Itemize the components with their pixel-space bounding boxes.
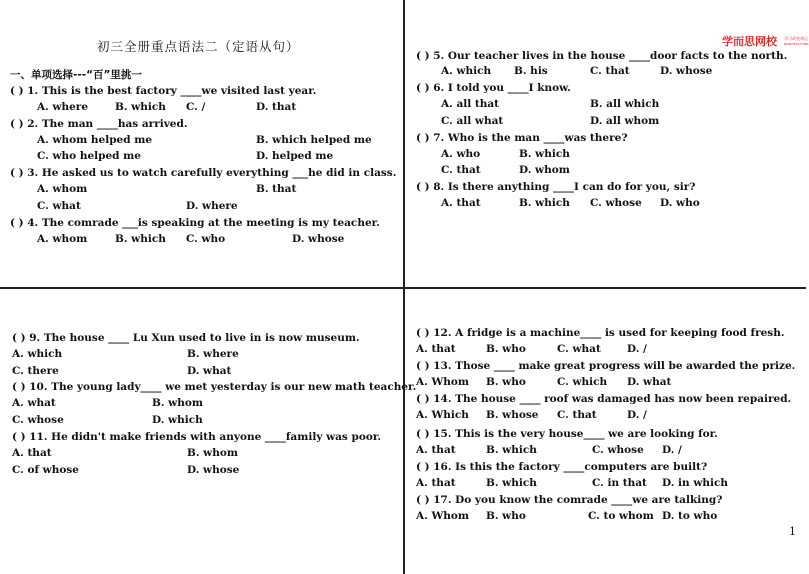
option-d: D. where bbox=[186, 200, 238, 212]
option-d: D. that bbox=[256, 101, 297, 113]
option-b: B. which bbox=[519, 148, 570, 160]
option-d: D. whose bbox=[292, 233, 345, 245]
option-b: B. who bbox=[486, 343, 526, 355]
option-b: B. where bbox=[187, 348, 239, 360]
page-title: 初三全册重点语法二（定语从句） bbox=[97, 39, 300, 54]
option-d: D. to who bbox=[662, 510, 718, 522]
option-b: B. who bbox=[486, 376, 526, 388]
question-panel1-1: ( ) 1. This is the best factory ____we visited last year. bbox=[10, 85, 317, 97]
option-d: D. / bbox=[627, 409, 647, 421]
option-b: B. all which bbox=[590, 98, 660, 110]
question-panel4-5: ( ) 16. Is this the factory ____computers are built? bbox=[416, 461, 708, 473]
option-c: C. to whom bbox=[588, 510, 654, 522]
question-panel2-3: ( ) 7. Who is the man ____was there? bbox=[416, 132, 628, 144]
logo-sub-text-2: xueersi.com bbox=[784, 41, 809, 46]
option-a: A. which bbox=[12, 348, 63, 360]
question-panel1-2: ( ) 2. The man ____has arrived. bbox=[10, 118, 188, 130]
section-heading: 一、单项选择---“百”里挑一 bbox=[10, 69, 142, 81]
question-panel3-1: ( ) 9. The house ____ Lu Xun used to live in is now museum. bbox=[12, 332, 360, 344]
logo-text: 学而思网校 bbox=[722, 35, 777, 48]
question-panel4-6: ( ) 17. Do you know the comrade ____we are talking? bbox=[416, 494, 723, 506]
option-b: B. that bbox=[256, 183, 297, 195]
option-c: C. that bbox=[441, 164, 481, 176]
option-c: C. of whose bbox=[12, 464, 79, 476]
option-a: A. that bbox=[441, 197, 481, 209]
option-b: B. his bbox=[514, 65, 548, 77]
option-a: A. whom bbox=[37, 183, 88, 195]
option-a: A. that bbox=[416, 343, 456, 355]
option-b: B. whom bbox=[187, 447, 238, 459]
option-b: B. which bbox=[115, 233, 166, 245]
question-panel4-1: ( ) 12. A fridge is a machine____ is used for keeping food fresh. bbox=[416, 327, 785, 339]
option-c: C. who bbox=[186, 233, 226, 245]
option-d: D. whose bbox=[660, 65, 713, 77]
option-d: D. in which bbox=[662, 477, 729, 489]
option-c: C. which bbox=[557, 376, 608, 388]
option-b: B. whose bbox=[486, 409, 539, 421]
horizontal-divider bbox=[0, 287, 806, 289]
option-d: D. what bbox=[187, 365, 232, 377]
option-d: D. which bbox=[152, 414, 203, 426]
option-d: D. whose bbox=[187, 464, 240, 476]
option-d: D. all whom bbox=[590, 115, 660, 127]
option-a: A. whom helped me bbox=[37, 134, 153, 146]
question-panel3-2: ( ) 10. The young lady____ we met yesterday is our new math teacher. bbox=[12, 381, 417, 393]
option-c: C. what bbox=[37, 200, 81, 212]
option-b: B. which bbox=[486, 444, 537, 456]
option-b: B. which bbox=[486, 477, 537, 489]
option-c: C. all what bbox=[441, 115, 504, 127]
option-a: A. Which bbox=[416, 409, 469, 421]
question-panel2-2: ( ) 6. I told you ____I know. bbox=[416, 82, 571, 94]
option-d: D. who bbox=[660, 197, 700, 209]
question-panel2-4: ( ) 8. Is there anything ____I can do for you, sir? bbox=[416, 181, 696, 193]
logo-sub bbox=[784, 36, 809, 46]
option-a: A. Whom bbox=[416, 376, 469, 388]
question-panel4-2: ( ) 13. Those ____ make great progress will be awarded the prize. bbox=[416, 360, 796, 372]
question-panel4-4: ( ) 15. This is the very house____ we are looking for. bbox=[416, 428, 718, 440]
option-a: A. what bbox=[12, 397, 56, 409]
option-a: A. which bbox=[441, 65, 492, 77]
option-c: C. who helped me bbox=[37, 150, 141, 162]
option-c: C. in that bbox=[592, 477, 647, 489]
option-c: C. whose bbox=[592, 444, 644, 456]
question-panel2-1: ( ) 5. Our teacher lives in the house ____door facts to the north. bbox=[416, 50, 788, 62]
option-b: B. whom bbox=[152, 397, 203, 409]
option-a: A. that bbox=[416, 477, 456, 489]
option-a: A. whom bbox=[37, 233, 88, 245]
option-c: C. that bbox=[557, 409, 597, 421]
option-c: C. whose bbox=[590, 197, 642, 209]
option-a: A. who bbox=[441, 148, 481, 160]
question-panel4-3: ( ) 14. The house ____ roof was damaged has now been repaired. bbox=[416, 393, 792, 405]
question-panel1-4: ( ) 4. The comrade ___is speaking at the meeting is my teacher. bbox=[10, 217, 380, 229]
option-d: D. what bbox=[627, 376, 672, 388]
option-c: C. what bbox=[557, 343, 601, 355]
option-d: D. / bbox=[662, 444, 682, 456]
option-a: A. that bbox=[416, 444, 456, 456]
option-a: A. Whom bbox=[416, 510, 469, 522]
option-b: B. which helped me bbox=[256, 134, 372, 146]
page-number: 1 bbox=[789, 525, 796, 538]
option-c: C. that bbox=[590, 65, 630, 77]
logo-sub-text-1: 学习改变命运 bbox=[784, 36, 808, 41]
logo bbox=[722, 33, 777, 49]
option-c: C. whose bbox=[12, 414, 64, 426]
option-d: D. / bbox=[627, 343, 647, 355]
option-b: B. who bbox=[486, 510, 526, 522]
option-b: B. which bbox=[115, 101, 166, 113]
option-d: D. whom bbox=[519, 164, 570, 176]
option-c: C. there bbox=[12, 365, 59, 377]
option-c: C. / bbox=[186, 101, 206, 113]
option-a: A. all that bbox=[441, 98, 500, 110]
question-panel1-3: ( ) 3. He asked us to watch carefully everything ___he did in class. bbox=[10, 167, 397, 179]
option-a: A. where bbox=[37, 101, 89, 113]
option-d: D. helped me bbox=[256, 150, 334, 162]
option-a: A. that bbox=[12, 447, 52, 459]
option-b: B. which bbox=[519, 197, 570, 209]
question-panel3-3: ( ) 11. He didn't make friends with anyone ____family was poor. bbox=[12, 431, 382, 443]
